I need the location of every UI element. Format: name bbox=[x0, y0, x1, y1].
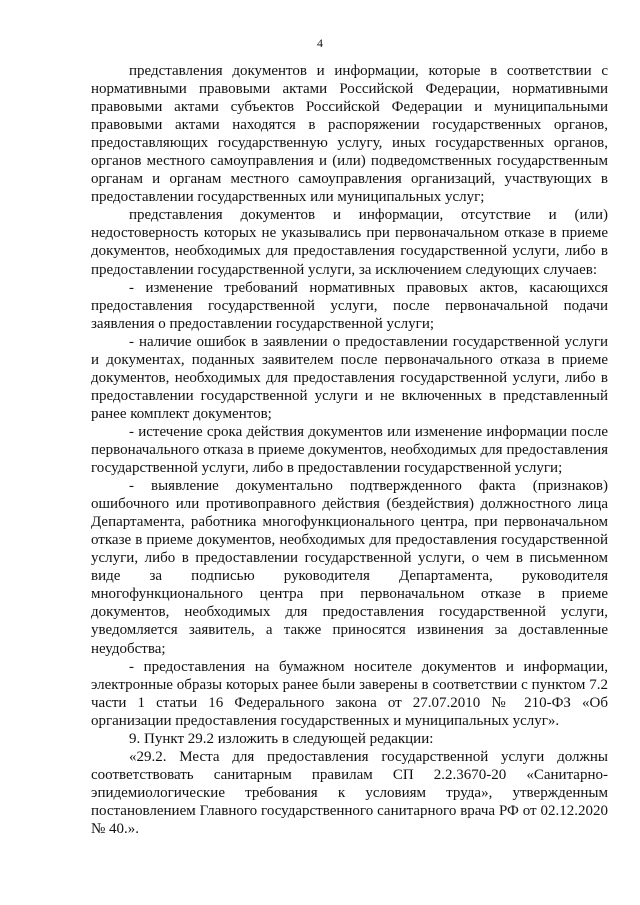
paragraph-item-29-2: «29.2. Места для предоставления государственной услуги должны соответствовать санитарным правилам СП 2.2.3670-20 «Санитарно-эпидемиологические требования к условиям труда», утвержденным постановлением Главного государственного санитарного врача РФ от 02.12.2020 № 40.». bbox=[91, 748, 608, 837]
page-number: 4 bbox=[317, 36, 323, 50]
document-body bbox=[91, 62, 608, 838]
paragraph-item-9: 9. Пункт 29.2 изложить в следующей редакции: bbox=[129, 730, 434, 747]
list-item-application-errors: - наличие ошибок в заявлении о предоставлении государственной услуги и документах, поданных заявителем после первоначального отказа в приеме документов, необходимых для предоставления государственной услуги, либо в предоставлении государственной услуги и не включенных в представленный ранее комплект документов; bbox=[91, 333, 608, 422]
list-item-document-expiry: - истечение срока действия документов или изменение информации после первоначального отказа в приеме документов, необходимых для предоставления государственной услуги, либо в предоставлении государственной услуги; bbox=[91, 423, 608, 477]
paragraph-missing-documents: представления документов и информации, отсутствие и (или) недостоверность которых не указывались при первоначальном отказе в приеме документов, необходимых для предоставления государственной услуги, либо в предоставлении государственной услуги, за исключением следующих случаев: bbox=[91, 207, 608, 278]
paragraph-documents-in-possession: представления документов и информации, которые в соответствии с нормативными правовыми актами Российской Федерации, нормативными правовыми актами субъектов Российской Федерации и муниципальными правовыми актами находятся в распоряжении государственных органов, предоставляющих государственную услугу, иных государственных органов, органов местного самоуправления и (или) подведомственных государственным органам и органам местного самоуправления организаций, участвующих в предоставлении государственных или муниципальных услуг; bbox=[91, 63, 608, 206]
list-item-requirements-change: - изменение требований нормативных правовых актов, касающихся предоставления государственной услуги, после первоначальной подачи заявления о предоставлении государственной услуги; bbox=[91, 279, 608, 332]
list-item-paper-documents: - предоставления на бумажном носителе документов и информации, электронные образы которых ранее были заверены в соответствии с пунктом 7.2 части 1 статьи 16 Федерального закона от 27.07.2010 № 210-ФЗ «Об организации предоставления государственных и муниципальных услуг». bbox=[91, 658, 608, 729]
list-item-erroneous-action: - выявление документально подтвержденного факта (признаков) ошибочного или противоправного действия (бездействия) должностного лица Департамента, работника многофункционального центра, при первоначальном отказе в приеме документов, необходимых для предоставления государственной услуги, либо в предоставлении государственной услуги, о чем в письменном виде за подписью руководителя Департамента, руководителя многофункционального центра при первоначальном отказе в приеме документов, необходимых для предоставления государственной услуги, уведомляется заявитель, а также приносятся извинения за доставленные неудобства; bbox=[91, 478, 608, 657]
